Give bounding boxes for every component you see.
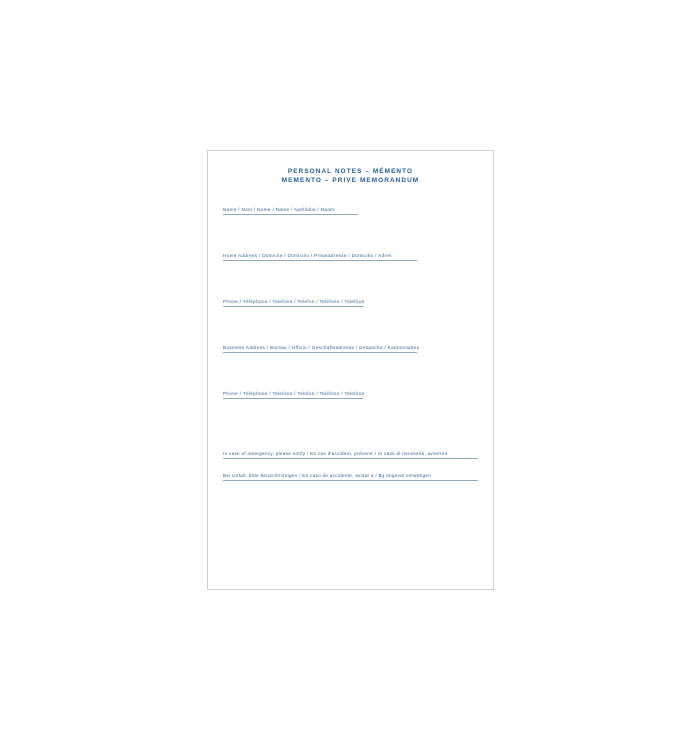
spacer (223, 459, 478, 473)
field-label-home-address: Home Address / Domicile / Domicilio / Privatadresse / Domicilio / Adres (223, 253, 392, 258)
spacer (223, 353, 478, 391)
page-title (223, 168, 478, 185)
field-label-home-phone: Phone / Téléphone / Telefono / Telefon / Teléfono / Telefoon (223, 299, 365, 304)
field-home-phone (223, 299, 478, 307)
spacer (223, 215, 478, 253)
spacer (223, 399, 478, 451)
field-home-address (223, 253, 478, 261)
field-rule-business-address[interactable] (223, 352, 417, 353)
document-page (207, 150, 494, 590)
emergency-label-line-1: In case of emergency, please notify / En cas d'accident, prévenir / In caso di necessità, avvertire (223, 451, 448, 456)
field-rule-business-phone[interactable] (223, 398, 363, 399)
field-rule-name[interactable] (223, 214, 358, 215)
emergency-rule-2[interactable] (223, 480, 478, 481)
emergency-label-line-2: Bei Unfall, bitte benachrichtigen / En caso de accidente, avisar a / Bij ongeval verwittigen (223, 473, 432, 478)
field-business-address (223, 345, 478, 353)
field-emergency-line-2 (223, 473, 478, 481)
spacer (223, 307, 478, 345)
field-name (223, 207, 478, 215)
field-emergency-line-1 (223, 451, 478, 459)
field-label-name: Name / Nom / Nome / Name / Apellidos / Naam (223, 207, 335, 212)
field-rule-home-phone[interactable] (223, 306, 363, 307)
page-title-line-1: PERSONAL NOTES – MÉMENTO (287, 168, 414, 175)
document-content (223, 168, 478, 579)
emergency-rule-1[interactable] (223, 458, 478, 459)
page-title-line-2: MEMENTO – PRIVE MEMORANDUM (281, 176, 420, 184)
field-rule-home-address[interactable] (223, 260, 417, 261)
spacer (223, 261, 478, 299)
field-label-business-address: Business Address / Bureau / Ufficio / Geschäftsadresse / Despacho / Kantooradres (223, 345, 420, 350)
field-label-business-phone: Phone / Téléphone / Telefono / Telefon / Teléfono / Telefoon (223, 391, 365, 396)
field-business-phone (223, 391, 478, 399)
